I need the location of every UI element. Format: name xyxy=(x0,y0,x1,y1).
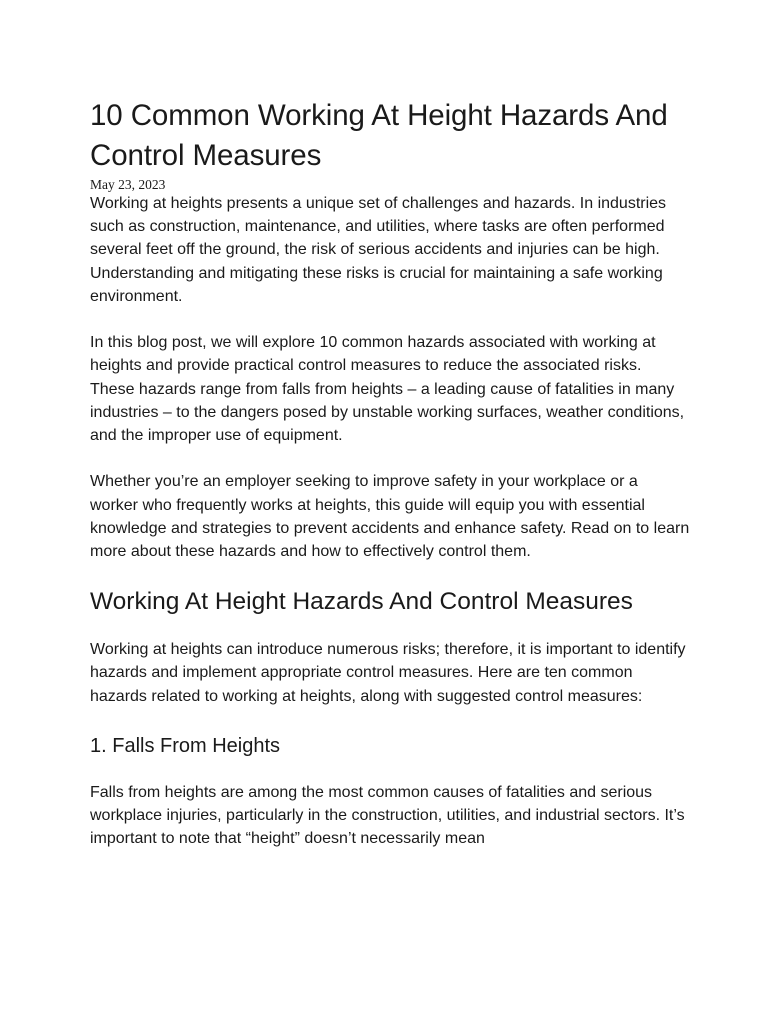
intro-paragraph: Working at heights presents a unique set of challenges and hazards. In industries such as construction, maintenance, and utilities, where tasks are often performed several feet off the ground, the risk of serious accidents and injuries can be high. Understanding and mitigating these risks is crucial for maintaining a safe working environment. xyxy=(90,195,667,305)
section-heading: Working At Height Hazards And Control Measures xyxy=(90,588,633,616)
subsection-paragraph: Falls from heights are among the most common causes of fatalities and serious workplace injuries, particularly in the construction, utilities, and industrial sectors. It’s important to note that “height” doesn’t necessarily mean xyxy=(90,783,685,848)
article-intro xyxy=(90,192,690,563)
article xyxy=(90,0,690,850)
article-title: 10 Common Working At Height Hazards And Control Measures xyxy=(90,99,668,172)
article-date: May 23, 2023 xyxy=(90,177,166,192)
intro-paragraph: Whether you’re an employer seeking to improve safety in your workplace or a worker who frequently works at heights, this guide will equip you with essential knowledge and strategies to prevent accidents and enhance safety. Read on to learn more about these hazards and how to effectively control them. xyxy=(90,473,690,561)
section-paragraph: Working at heights can introduce numerous risks; therefore, it is important to identify hazards and implement appropriate control measures. Here are ten common hazards related to working at heights, along with suggested control measures: xyxy=(90,641,686,705)
subsection-heading: 1. Falls From Heights xyxy=(90,734,281,757)
intro-paragraph: In this blog post, we will explore 10 common hazards associated with working at heights and provide practical control measures to reduce the associated risks. These hazards range from falls from heights – a leading cause of fatalities in many industries – to the dangers posed by unstable working surfaces, weather conditions, and the improper use of equipment. xyxy=(90,334,685,445)
